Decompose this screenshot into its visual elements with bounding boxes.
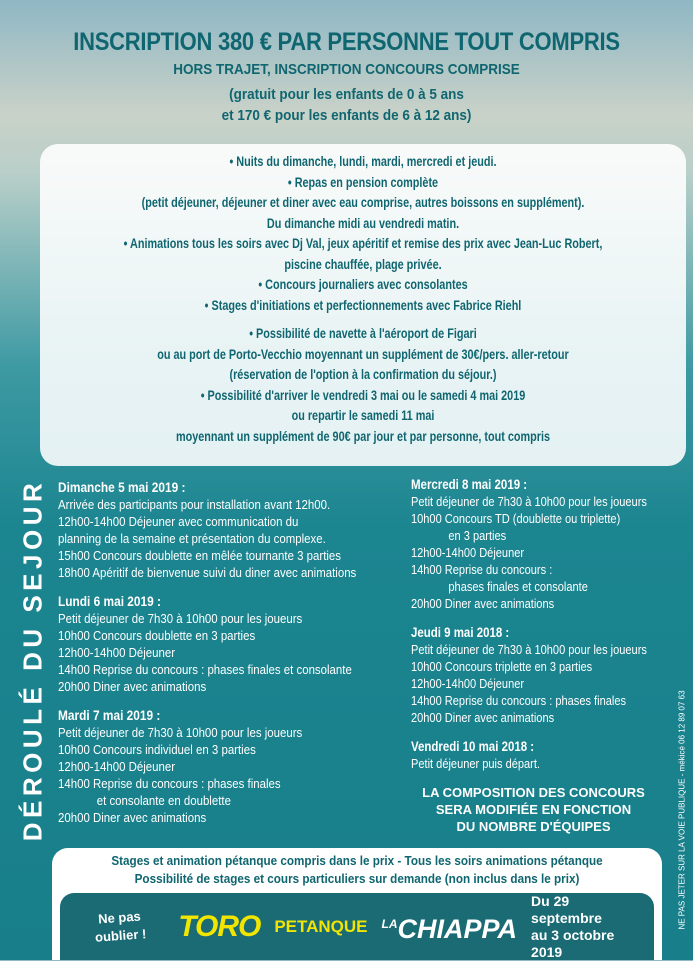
subtitle: HORS TRAJET, INSCRIPTION CONCOURS COMPRISE — [173, 61, 520, 78]
note-line: DU NOMBRE D'ÉQUIPES — [456, 819, 611, 834]
schedule-title-text: DÉROULÉ DU SEJOUR — [17, 478, 48, 842]
footer — [52, 848, 662, 960]
day-heading: Mercredi 8 mai 2019 : — [411, 477, 528, 492]
kids-line: (gratuit pour les enfants de 0 à 5 ans — [229, 86, 464, 103]
info-line: • Animations tous les soirs avec Dj Val, jeux apéritif et remise des prix avec Jean-Luc Robert, — [123, 235, 603, 251]
schedule-item: 20h00 Diner avec animations — [58, 679, 207, 694]
schedule-item: 10h00 Concours individuel en 3 parties — [58, 742, 256, 757]
schedule-item: 10h00 Concours triplette en 3 parties — [411, 659, 593, 674]
schedule-item: 15h00 Concours doublette en mêlée tournante 3 parties — [58, 548, 342, 563]
la-text: LA — [381, 917, 398, 931]
info-line: (petit déjeuner, déjeuner et diner avec eau comprise, autres boissons en supplément). — [141, 194, 585, 210]
info-line: • Nuits du dimanche, lundi, mardi, mercredi et jeudi. — [229, 153, 497, 169]
schedule-item: 20h00 Diner avec animations — [58, 810, 207, 825]
info-line: Du dimanche midi au vendredi matin. — [266, 214, 460, 231]
schedule-item: 14h00 Reprise du concours : phases finales — [411, 693, 626, 708]
schedule-item: 12h00-14h00 Déjeuner avec communication du — [58, 514, 299, 529]
day-heading: Vendredi 10 mai 2018 : — [411, 739, 535, 754]
legal-text: NE PAS JETER SUR LA VOIE PUBLIQUE - mékicé 06 12 89 07 63 — [677, 690, 687, 930]
toro-logo: TORO — [178, 909, 261, 943]
schedule-item: 20h00 Diner avec animations — [411, 710, 555, 725]
info-group — [79, 323, 647, 446]
day-heading: Jeudi 9 mai 2018 : — [411, 625, 510, 640]
info-line: ou au port de Porto-Vecchio moyennant un supplément de 30€/pers. aller-retour — [157, 345, 569, 362]
competition-note — [411, 784, 656, 835]
schedule-item: et consolante en doublette — [96, 793, 231, 808]
schedule-title — [18, 478, 48, 842]
schedule-item: Petit déjeuner puis départ. — [411, 756, 541, 771]
schedule-item: en 3 parties — [448, 528, 507, 543]
schedule-item: Petit déjeuner de 7h30 à 10h00 pour les joueurs — [58, 725, 303, 740]
info-line: (réservation de l'option à la confirmation du séjour.) — [229, 366, 497, 382]
info-line: piscine chauffée, plage privée. — [284, 255, 442, 272]
schedule-item: 14h00 Reprise du concours : phases finales et consolante — [58, 662, 352, 677]
schedule-item: 10h00 Concours doublette en 3 parties — [58, 628, 256, 643]
kids-pricing — [35, 84, 659, 126]
chiappa-logo — [381, 914, 518, 944]
date-line: au 3 octobre 2019 — [531, 926, 615, 960]
schedule-left-column — [58, 479, 397, 826]
info-line: • Repas en pension complète — [287, 173, 439, 190]
info-line: • Stages d'initiations et perfectionnements avec Fabrice Riehl — [204, 296, 522, 313]
day-heading: Mardi 7 mai 2019 : — [58, 708, 161, 723]
info-line: • Concours journaliers avec consolantes — [258, 276, 468, 292]
day-heading: Lundi 6 mai 2019 : — [58, 594, 162, 609]
kids-line: et 170 € pour les enfants de 6 à 12 ans) — [221, 107, 472, 124]
chiappa-text: CHIAPPA — [397, 914, 518, 944]
schedule-item: 14h00 Reprise du concours : phases finales — [58, 776, 281, 791]
note-line: LA COMPOSITION DES CONCOURS — [422, 785, 645, 800]
schedule-item: 12h00-14h00 Déjeuner — [58, 645, 176, 660]
schedule-item: Arrivée des participants pour installation avant 12h00. — [58, 497, 331, 512]
footer-line: Possibilité de stages et cours particuliers sur demande (non inclus dans le prix) — [134, 871, 580, 886]
schedule-right-column — [411, 476, 689, 772]
schedule-item: 12h00-14h00 Déjeuner — [411, 545, 525, 560]
side-legal-text — [673, 660, 691, 960]
reminder-text: Ne pas oublier ! — [94, 908, 147, 945]
info-line: • Possibilité d'arriver le vendredi 3 mai ou le samedi 4 mai 2019 — [200, 386, 526, 403]
note-line: SERA MODIFIÉE EN FONCTION — [435, 802, 632, 817]
spacer — [79, 315, 647, 323]
schedule-item: 12h00-14h00 Déjeuner — [58, 759, 176, 774]
footer-line: Stages et animation pétanque compris dans le prix - Tous les soirs animations pétanque — [111, 853, 603, 868]
schedule-item: 10h00 Concours TD (doublette ou triplette) — [411, 511, 621, 526]
schedule-item: phases finales et consolante — [448, 579, 588, 594]
info-line: moyennant un supplément de 90€ par jour et par personne, tout compris — [175, 427, 551, 444]
info-line: • Possibilité de navette à l'aéroport de Figari — [249, 325, 477, 341]
info-line: ou repartir le samedi 11 mai — [291, 407, 435, 423]
event-dates — [531, 893, 638, 961]
schedule-item: 18h00 Apéritif de bienvenue suivi du diner avec animations — [58, 565, 357, 580]
schedule-item: 12h00-14h00 Déjeuner — [411, 676, 525, 691]
day-heading: Dimanche 5 mai 2019 : — [58, 480, 186, 495]
petanque-text: PETANQUE — [274, 916, 368, 936]
schedule-item: Petit déjeuner de 7h30 à 10h00 pour les joueurs — [411, 642, 647, 657]
schedule-item: planning de la semaine et présentation du complexe. — [58, 531, 326, 546]
info-box — [40, 144, 686, 466]
header — [0, 28, 693, 126]
schedule-item: 20h00 Diner avec animations — [411, 596, 555, 611]
footer-banner — [60, 893, 654, 960]
schedule-item: Petit déjeuner de 7h30 à 10h00 pour les joueurs — [58, 611, 303, 626]
schedule-item: Petit déjeuner de 7h30 à 10h00 pour les joueurs — [411, 494, 647, 509]
info-group — [79, 151, 647, 315]
date-line: Du 29 septembre — [531, 892, 602, 926]
schedule-item: 14h00 Reprise du concours : — [411, 562, 553, 577]
page-title: INSCRIPTION 380 € PAR PERSONNE TOUT COMPRIS — [73, 28, 620, 56]
